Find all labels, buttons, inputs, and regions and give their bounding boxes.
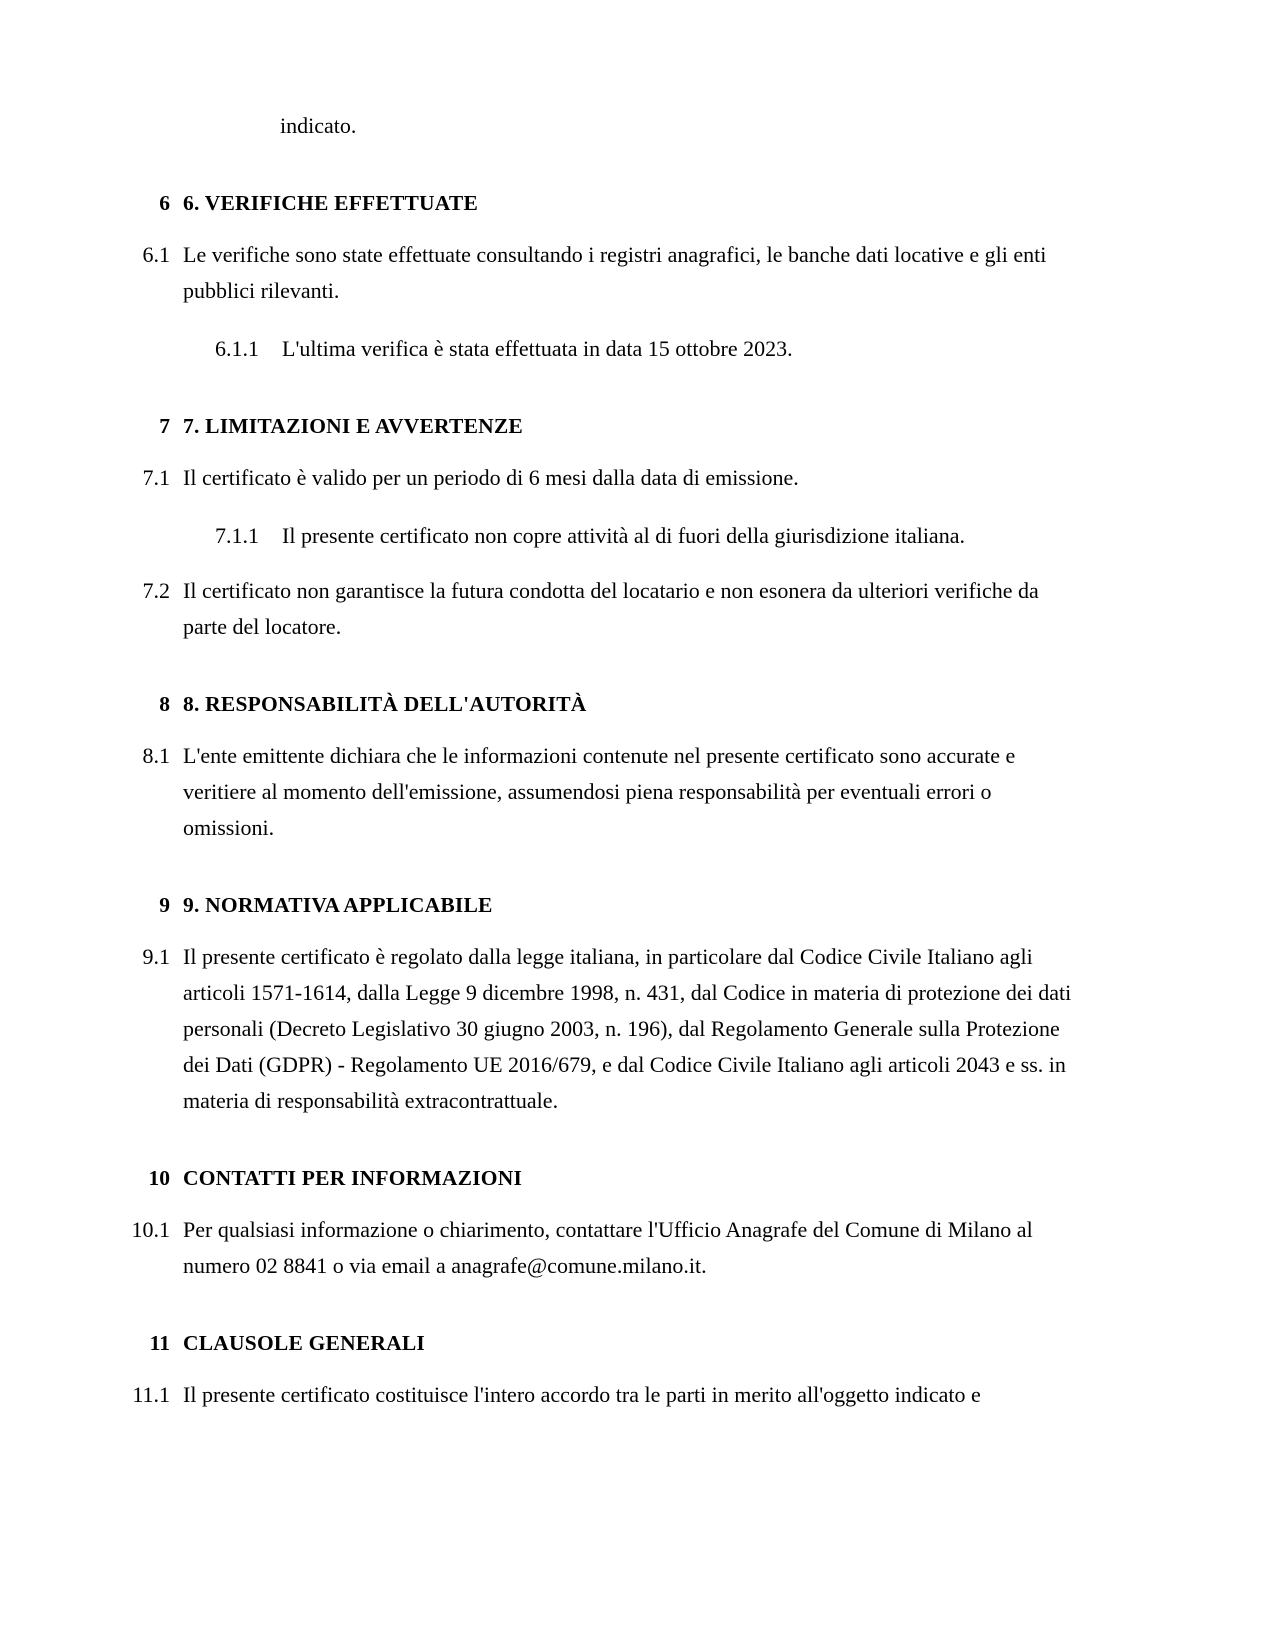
clause-number: 8.1	[142, 743, 170, 768]
clause-text: Il presente certificato è regolato dalla legge italiana, in particolare dal Codice Civile Italiano agli articoli 1571-1614, dalla Legge 9 dicembre 1998, n. 431, dal Codice in materia di protezione dei dati personali (Decreto Legislativo 30 giugno 2003, n. 196), dal Regolamento Generale sulla Protezione dei Dati (GDPR) - Regolamento UE 2016/679, e dal Codice Civile Italiano agli articoli 2043 e ss. in materia di responsabilità extracontrattuale.	[183, 944, 1072, 1113]
clause-number: 6.1.1	[215, 336, 259, 361]
clause-number: 9.1	[142, 944, 170, 969]
section-title: CONTATTI PER INFORMAZIONI	[183, 1166, 523, 1190]
continuation-line: indicato.	[280, 113, 357, 138]
clause-number: 7.1	[142, 465, 170, 490]
clause-text: Le verifiche sono state effettuate consultando i registri anagrafici, le banche dati locative e gli enti pubblici rilevanti.	[183, 242, 1047, 303]
section-number: 6	[159, 191, 170, 215]
numbered-paragraph	[0, 573, 1275, 645]
numbered-blocks-container	[0, 188, 1275, 1413]
section-heading	[0, 1163, 1275, 1193]
section-title: CLAUSOLE GENERALI	[183, 1331, 426, 1355]
section-title: 7. LIMITAZIONI E AVVERTENZE	[183, 414, 523, 438]
clause-number: 6.1	[142, 242, 170, 267]
numbered-paragraph	[0, 237, 1275, 309]
section-number: 8	[159, 692, 170, 716]
clause-text: L'ultima verifica è stata effettuata in data 15 ottobre 2023.	[282, 336, 793, 361]
clause-number: 7.2	[142, 578, 170, 603]
clause-number: 11.1	[132, 1382, 170, 1407]
numbered-paragraph	[0, 738, 1275, 846]
section-number: 9	[159, 893, 170, 917]
clause-text: Per qualsiasi informazione o chiarimento, contattare l'Ufficio Anagrafe del Comune di Milano al numero 02 8841 o via email a anagrafe@comune.milano.it.	[183, 1217, 1033, 1278]
clause-number: 10.1	[131, 1217, 170, 1242]
section-heading	[0, 1328, 1275, 1358]
clause-text: L'ente emittente dichiara che le informazioni contenute nel presente certificato sono accurate e veritiere al momento dell'emissione, assumendosi piena responsabilità per eventuali errori o omissioni.	[183, 743, 1016, 840]
section-heading	[0, 411, 1275, 441]
section-title: 6. VERIFICHE EFFETTUATE	[183, 191, 479, 215]
section-title: 9. NORMATIVA APPLICABILE	[183, 893, 493, 917]
section-number: 11	[149, 1331, 170, 1355]
section-heading	[0, 689, 1275, 719]
numbered-paragraph	[0, 518, 1275, 554]
top-margin-spacer	[0, 0, 1275, 108]
numbered-paragraph	[0, 331, 1275, 367]
numbered-paragraph	[0, 939, 1275, 1119]
section-heading	[0, 188, 1275, 218]
clause-number: 7.1.1	[215, 523, 259, 548]
section-number: 10	[148, 1166, 170, 1190]
clause-text: Il certificato non garantisce la futura condotta del locatario e non esonera da ulteriori verifiche da parte del locatore.	[183, 578, 1039, 639]
clause-text: Il presente certificato non copre attività al di fuori della giurisdizione italiana.	[282, 523, 965, 548]
numbered-paragraph	[0, 460, 1275, 496]
section-number: 7	[159, 414, 170, 438]
section-heading	[0, 890, 1275, 920]
numbered-paragraph	[0, 1377, 1275, 1413]
section-title: 8. RESPONSABILITÀ DELL'AUTORITÀ	[183, 692, 587, 716]
clause-text: Il presente certificato costituisce l'intero accordo tra le parti in merito all'oggetto indicato e	[183, 1382, 981, 1407]
clause-text: Il certificato è valido per un periodo di 6 mesi dalla data di emissione.	[183, 465, 799, 490]
numbered-paragraph	[0, 1212, 1275, 1284]
